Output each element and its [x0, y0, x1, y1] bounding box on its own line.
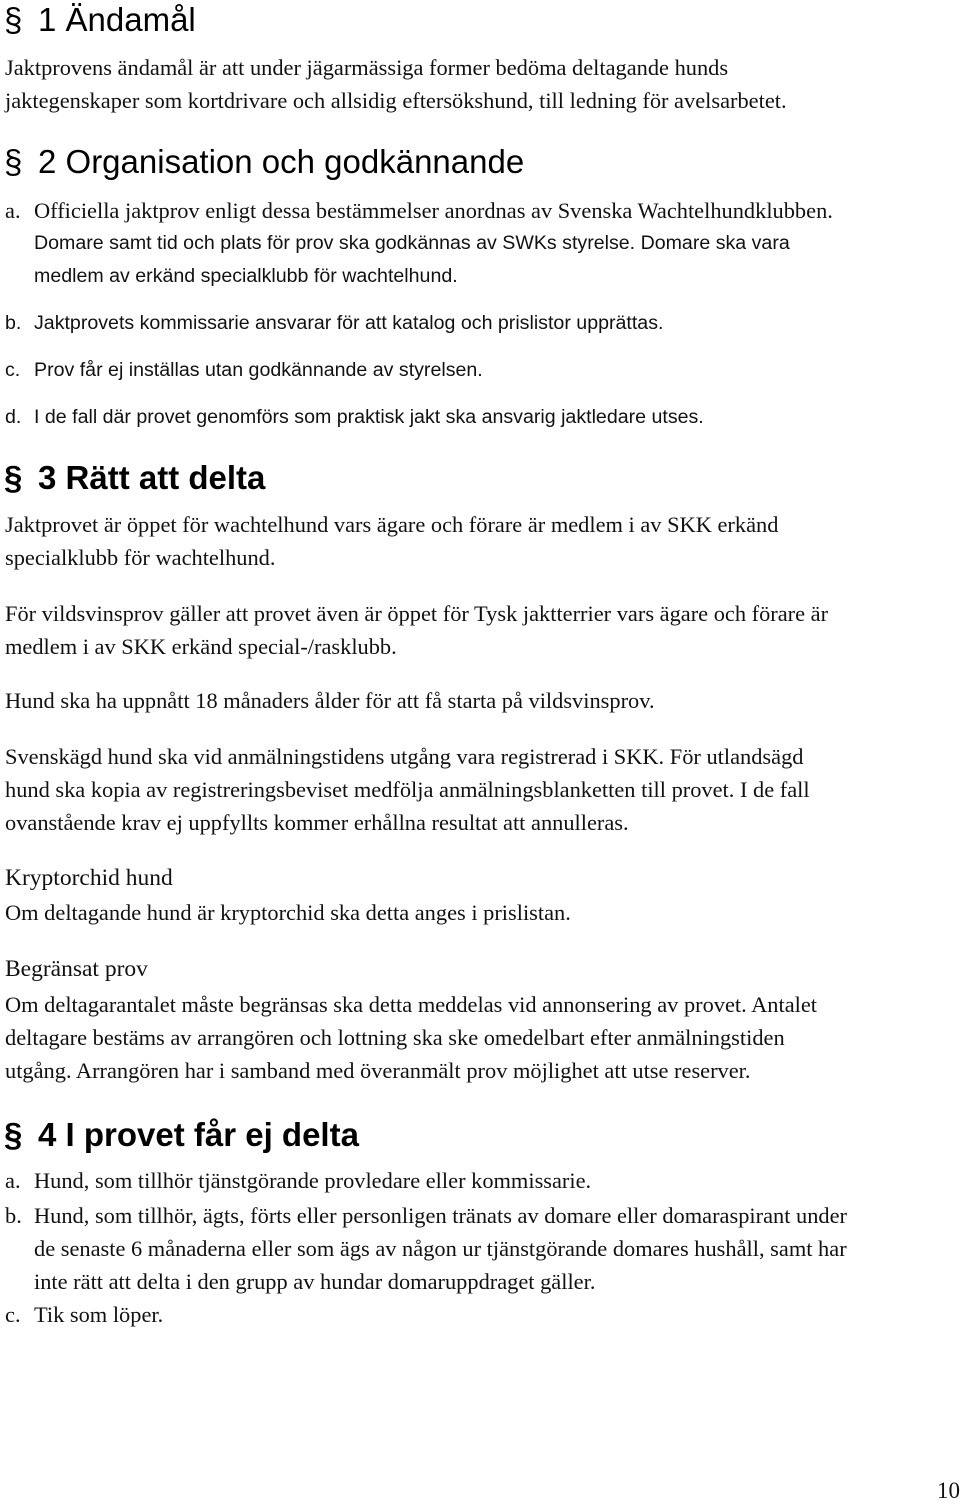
section-3-para-4-line: Svenskägd hund ska vid anmälningstidens utgång vara registrerad i SKK. För utlandsägd — [5, 744, 804, 769]
begransat-prov-line: utgång. Arrangören har i samband med överanmält prov möjlighet att utse reserver. — [5, 1058, 751, 1083]
section-3-heading — [4, 458, 265, 498]
list-item-text: Jaktprovets kommissarie ansvarar för att katalog och prislistor upprättas. — [34, 312, 664, 334]
list-item-text: I de fall där provet genomförs som praktisk jakt ska ansvarig jaktledare utses. — [34, 406, 704, 428]
list-item-text: Domare samt tid och plats för prov ska godkännas av SWKs styrelse. Domare ska vara — [34, 232, 790, 254]
list-marker: b. — [5, 1203, 22, 1228]
list-marker: a. — [5, 198, 21, 223]
section-1-heading — [4, 0, 196, 40]
paragraph-symbol: § — [4, 459, 23, 496]
section-2-title: 2 Organisation och godkännande — [38, 143, 525, 180]
paragraph-symbol: § — [4, 1, 23, 38]
paragraph-symbol: § — [4, 143, 23, 180]
list-marker: c. — [5, 1302, 21, 1327]
list-item-text: Tik som löper. — [34, 1302, 164, 1327]
list-marker: c. — [5, 359, 21, 381]
list-item-text: inte rätt att delta i den grupp av hundar domaruppdraget gäller. — [34, 1269, 596, 1294]
kryptorchid-line: Om deltagande hund är kryptorchid ska detta anges i prislistan. — [5, 900, 571, 925]
section-3-title: 3 Rätt att delta — [38, 459, 266, 496]
section-3-para-1-line: Jaktprovet är öppet för wachtelhund vars ägare och förare är medlem i av SKK erkänd — [5, 512, 779, 537]
section-3-para-1-line: specialklubb för wachtelhund. — [5, 545, 276, 570]
list-marker: a. — [5, 1168, 21, 1193]
list-item-text: Officiella jaktprov enligt dessa bestämmelser anordnas av Svenska Wachtelhundklubben. — [34, 198, 833, 223]
begransat-prov-line: Om deltagarantalet måste begränsas ska detta meddelas vid annonsering av provet. Antalet — [5, 992, 818, 1017]
section-4-heading — [4, 1115, 359, 1155]
list-marker: d. — [5, 406, 22, 428]
section-1-line: jaktegenskaper som kortdrivare och allsidig eftersökshund, till ledning för avelsarbetet. — [5, 88, 787, 113]
list-marker: b. — [5, 312, 22, 334]
list-item-text: Prov får ej inställas utan godkännande av styrelsen. — [34, 359, 483, 381]
list-item-text: medlem av erkänd specialklubb för wachtelhund. — [34, 265, 458, 287]
subheading-kryptorchid: Kryptorchid hund — [5, 865, 173, 891]
section-4-title: 4 I provet får ej delta — [38, 1116, 359, 1153]
list-item-text: Hund, som tillhör, ägts, förts eller personligen tränats av domare eller domaraspirant under — [34, 1203, 848, 1228]
subheading-begransat-prov: Begränsat prov — [5, 956, 148, 982]
section-2-heading — [4, 142, 524, 182]
page-number: 10 — [937, 1478, 960, 1503]
paragraph-symbol: § — [4, 1116, 23, 1153]
section-1-line: Jaktprovens ändamål är att under jägarmässiga former bedöma deltagande hunds — [5, 55, 729, 80]
section-3-para-4-line: ovanstående krav ej uppfyllts kommer erhållna resultat att annulleras. — [5, 810, 629, 835]
section-3-para-2-line: För vildsvinsprov gäller att provet även är öppet för Tysk jaktterrier vars ägare och förare är — [5, 601, 829, 626]
list-item-text: de senaste 6 månaderna eller som ägs av någon ur tjänstgörande domares hushåll, samt har — [34, 1236, 847, 1261]
section-3-para-4-line: hund ska kopia av registreringsbeviset medfölja anmälningsblanketten till provet. I de fall — [5, 777, 810, 802]
list-item-text: Hund, som tillhör tjänstgörande provledare eller kommissarie. — [34, 1168, 592, 1193]
section-1-title: 1 Ändamål — [38, 1, 196, 38]
section-3-para-3-line: Hund ska ha uppnått 18 månaders ålder för att få starta på vildsvinsprov. — [5, 688, 655, 713]
begransat-prov-line: deltagare bestäms av arrangören och lottning ska ske omedelbart efter anmälningstiden — [5, 1025, 785, 1050]
section-3-para-2-line: medlem i av SKK erkänd special-/rasklubb. — [5, 634, 397, 659]
